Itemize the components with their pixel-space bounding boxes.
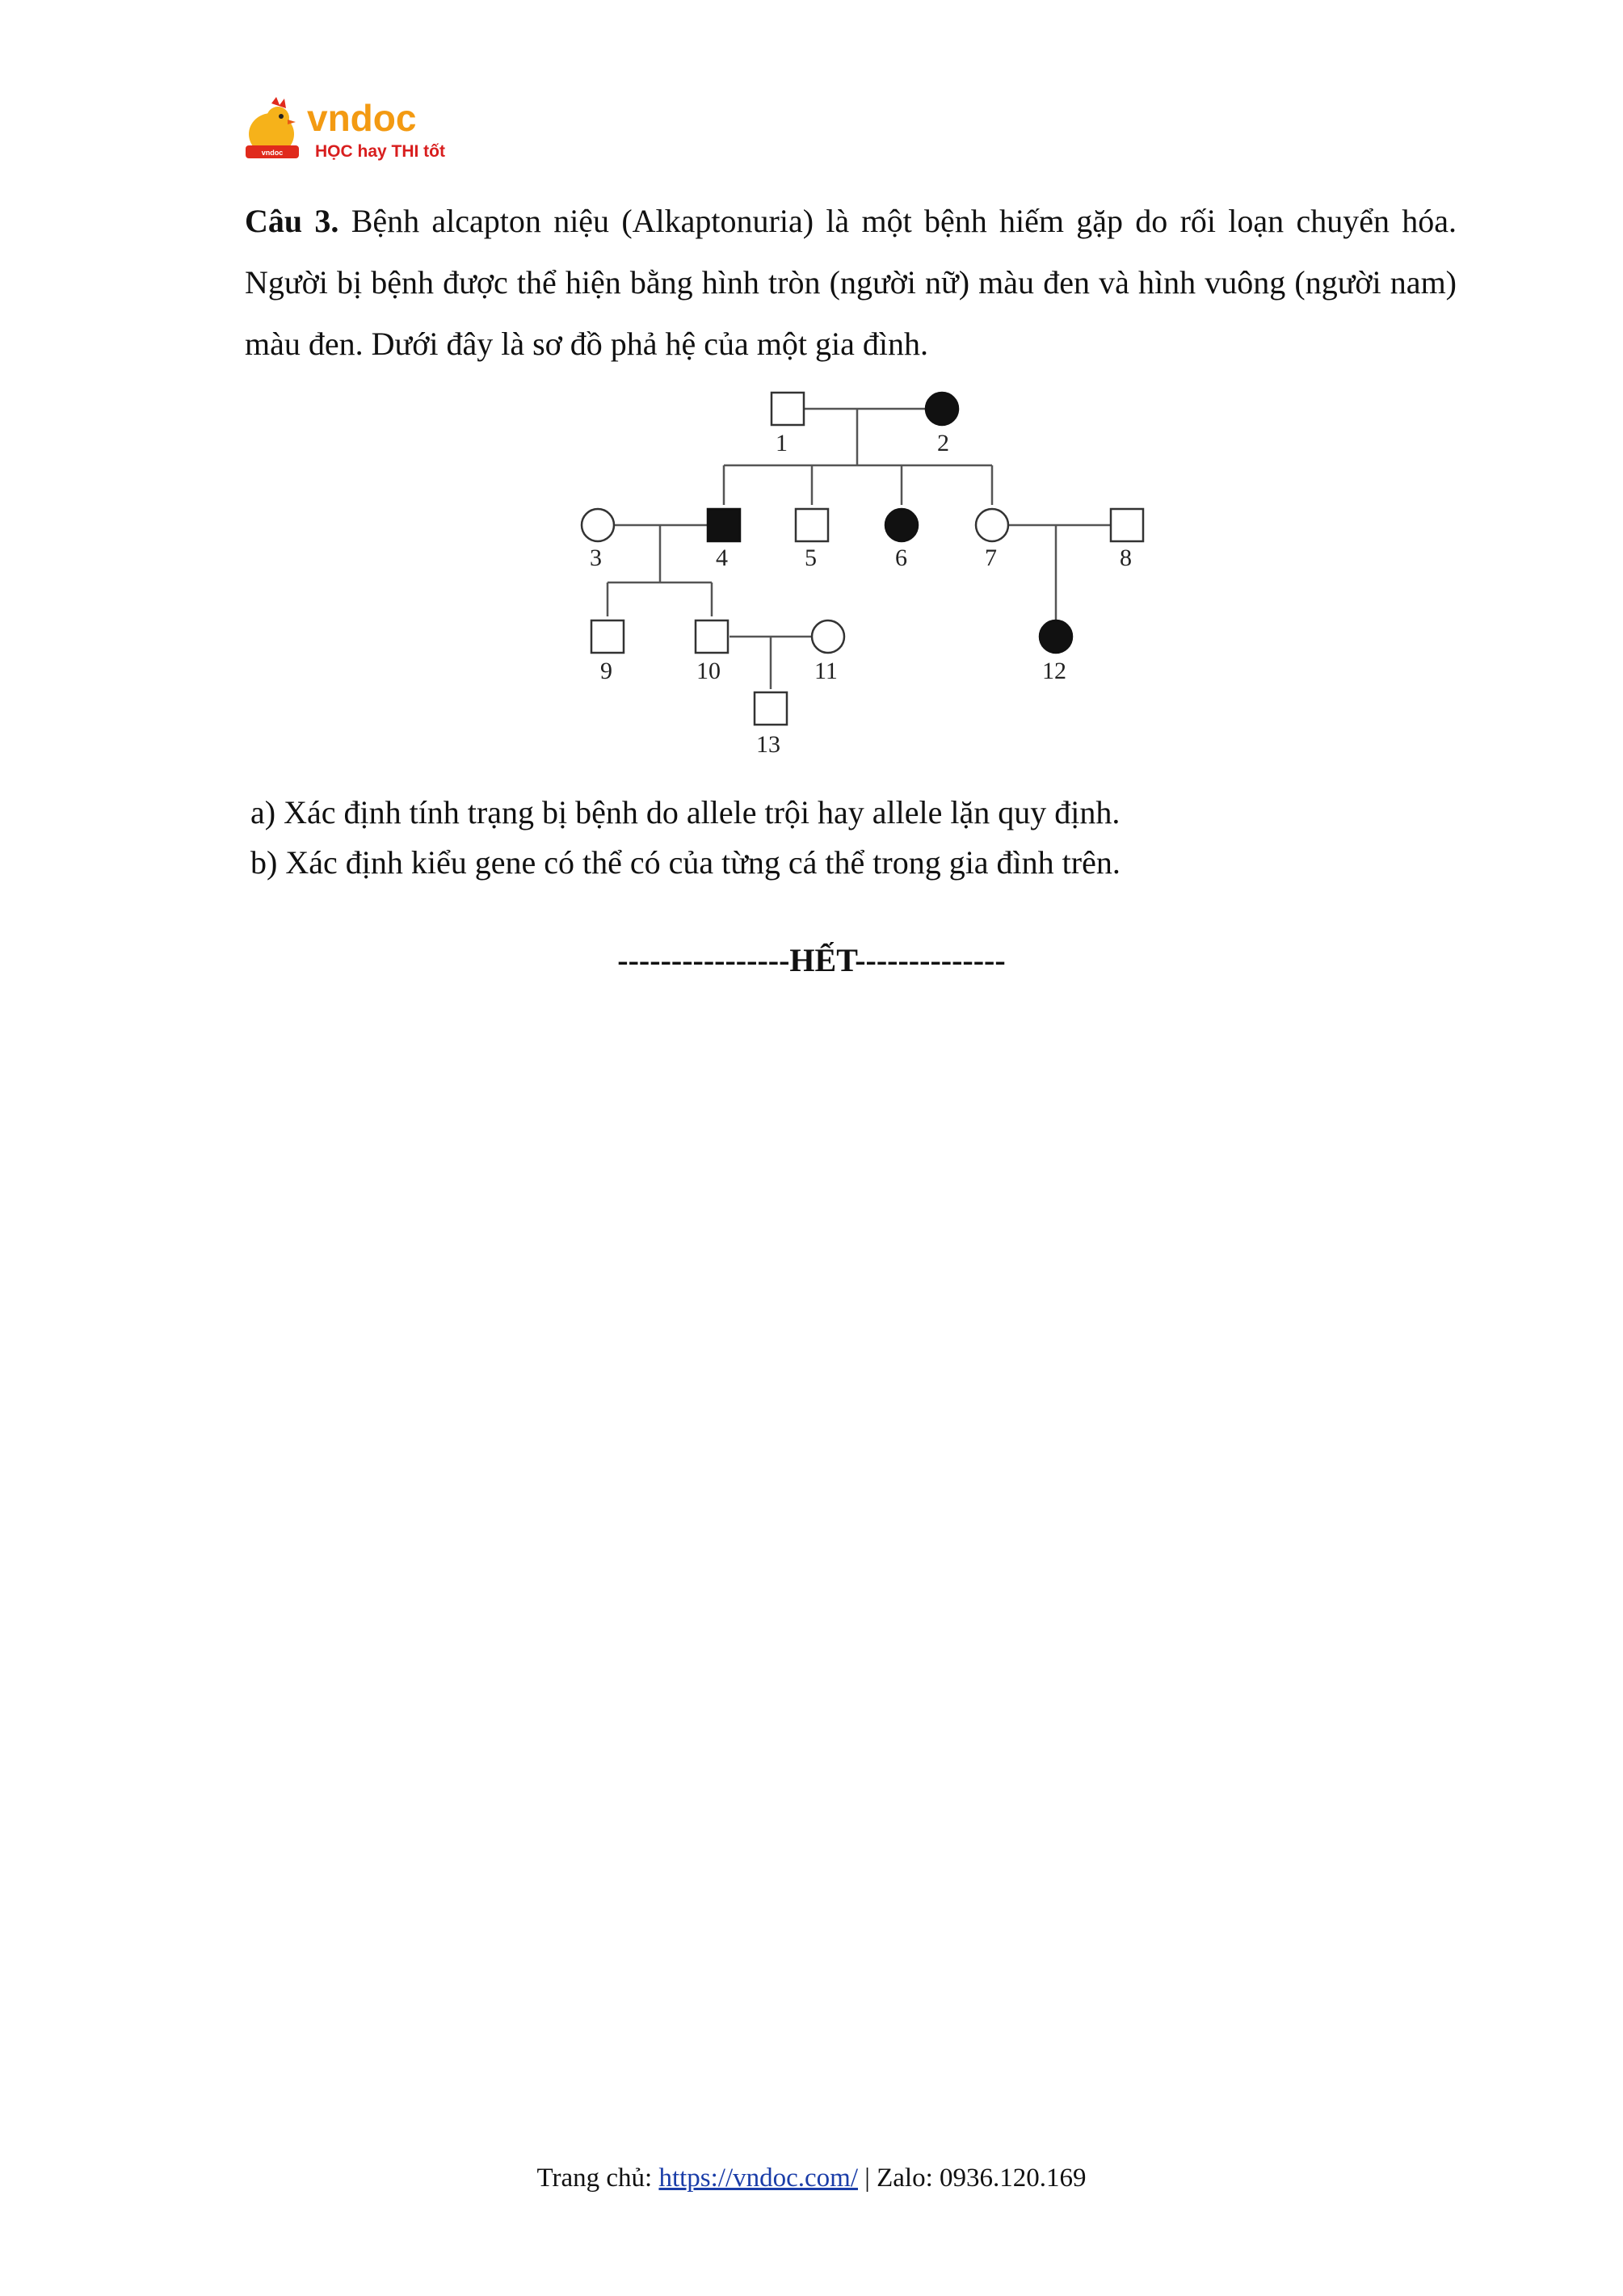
label-3: 3 xyxy=(590,545,602,571)
individual-1 xyxy=(772,393,804,425)
individual-2 xyxy=(926,393,958,425)
individual-10 xyxy=(696,620,728,653)
individual-12 xyxy=(1040,620,1072,653)
end-marker: ----------------HẾT-------------- xyxy=(617,942,1006,978)
footer-contact: | Zalo: 0936.120.169 xyxy=(858,2164,1087,2193)
individual-7 xyxy=(976,509,1008,541)
label-10: 10 xyxy=(696,658,721,684)
question-paragraph xyxy=(245,191,1457,375)
individual-4 xyxy=(708,509,740,541)
label-9: 9 xyxy=(600,658,612,684)
logo-brand: vndoc xyxy=(307,97,417,139)
vndoc-logo xyxy=(242,95,454,165)
label-11: 11 xyxy=(814,658,838,684)
pedigree-lines xyxy=(598,409,1111,689)
individual-9 xyxy=(591,620,624,653)
individual-8 xyxy=(1111,509,1143,541)
footer-prefix: Trang chủ: xyxy=(536,2164,659,2193)
label-12: 12 xyxy=(1042,658,1066,684)
question-label: Câu 3. xyxy=(245,203,339,239)
label-13: 13 xyxy=(756,731,780,758)
label-1: 1 xyxy=(776,430,788,456)
label-4: 4 xyxy=(716,545,728,571)
individual-13 xyxy=(755,692,787,725)
question-text: Bệnh alcapton niệu (Alkaptonuria) là một bệnh hiếm gặp do rối loạn chuyển hóa. Người bị bệnh được thể hiện bằng hình tròn (người nữ) màu đen và hình vuông (người nam) màu đen. Dưới đây là sơ đồ phả hệ của một gia đình. xyxy=(245,203,1457,362)
sub-question-b: b) Xác định kiểu gene có thể có của từng cá thể trong gia đình trên. xyxy=(250,844,1121,881)
individual-6 xyxy=(885,509,918,541)
label-5: 5 xyxy=(805,545,817,571)
label-6: 6 xyxy=(895,545,907,571)
footer-homepage-link[interactable]: https://vndoc.com/ xyxy=(658,2164,859,2193)
label-2: 2 xyxy=(937,430,949,456)
chicken-mascot-icon xyxy=(246,97,299,158)
individual-11 xyxy=(812,620,844,653)
individual-3 xyxy=(582,509,614,541)
sub-question-a: a) Xác định tính trạng bị bệnh do allele trội hay allele lặn quy định. xyxy=(250,794,1121,831)
page-footer xyxy=(0,2164,1623,2193)
logo-tagline: HỌC hay THI tốt xyxy=(315,142,445,161)
pedigree-chart xyxy=(566,380,1163,767)
sub-questions xyxy=(250,788,1121,888)
label-8: 8 xyxy=(1120,545,1132,571)
label-7: 7 xyxy=(985,545,997,571)
svg-text:vndoc: vndoc xyxy=(261,149,284,157)
individual-5 xyxy=(796,509,828,541)
